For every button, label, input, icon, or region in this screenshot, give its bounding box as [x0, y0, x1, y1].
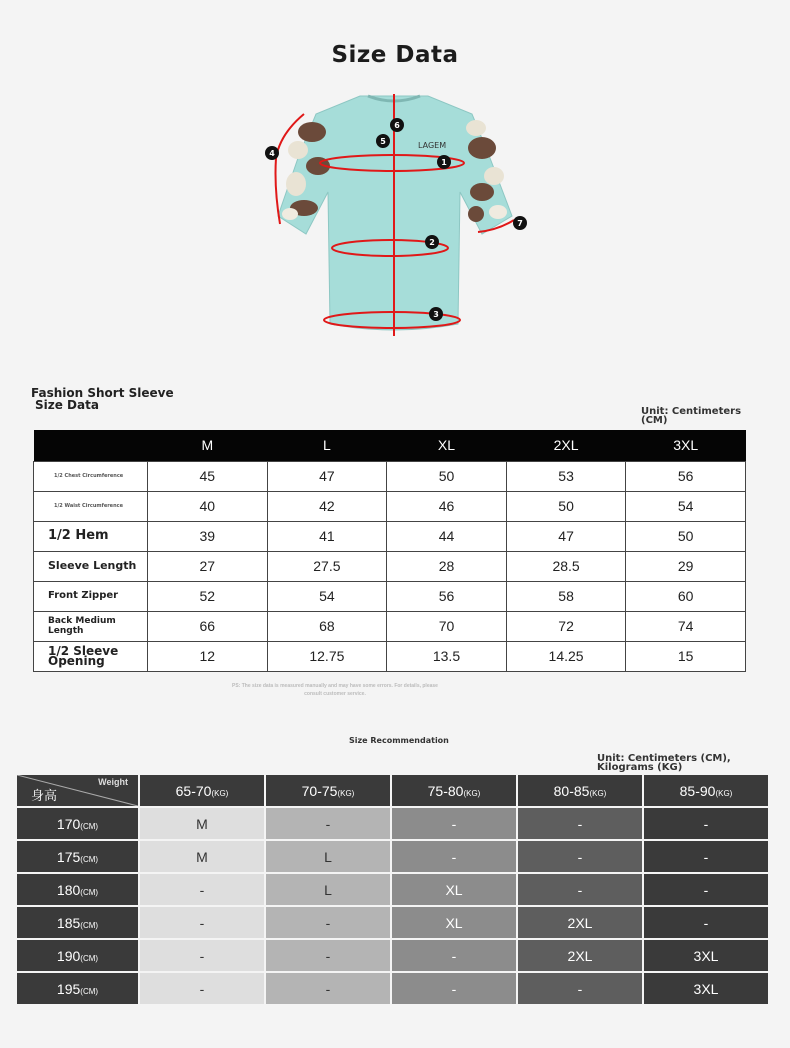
table-cell: - [518, 808, 642, 839]
weight-unit: (KG) [337, 788, 355, 798]
table-cell: 50 [506, 491, 626, 521]
table-cell: - [518, 973, 642, 1004]
table-row [17, 940, 768, 971]
table-cell: 41 [267, 521, 387, 551]
row-label: 1/2 Sleeve Opening [34, 641, 148, 671]
table-row [34, 491, 746, 521]
table-cell: 14.25 [506, 641, 626, 671]
weight-unit: (KG) [211, 788, 229, 798]
height-cell [17, 841, 138, 872]
size-header-corner [34, 430, 148, 461]
marker-1: 1 [441, 158, 447, 167]
table-cell: - [266, 973, 390, 1004]
table-cell: - [140, 874, 264, 905]
size-note: PS: The size data is measured manually and may have some errors. For details, please consult customer service. [232, 683, 438, 697]
table-row [17, 907, 768, 938]
table-cell: 39 [148, 521, 268, 551]
weight-header [644, 775, 768, 806]
table-cell: 58 [506, 581, 626, 611]
recommendation-title: Size Recommendation [349, 736, 449, 745]
rec-header-corner [17, 775, 138, 806]
table-cell: 53 [506, 461, 626, 491]
table-cell: - [644, 874, 768, 905]
height-value: 195 [56, 980, 81, 997]
weight-unit: (KG) [463, 788, 481, 798]
height-cell [17, 874, 138, 905]
height-axis-label: 身高 [31, 789, 58, 804]
table-cell: 50 [387, 461, 507, 491]
table-cell: XL [392, 874, 516, 905]
weight-range: 75-80 [427, 782, 464, 799]
table-row [17, 841, 768, 872]
height-cell [17, 973, 138, 1004]
size-header-m: M [148, 430, 268, 461]
rec-header-row [17, 775, 768, 806]
table-cell: - [392, 808, 516, 839]
table-row [34, 611, 746, 641]
table-cell: - [644, 841, 768, 872]
table-cell: 28 [387, 551, 507, 581]
row-label: 1/2 Hem [34, 521, 148, 551]
weight-header [518, 775, 642, 806]
row-label: Sleeve Length [34, 551, 148, 581]
table-cell: - [644, 907, 768, 938]
table-cell: 56 [626, 461, 746, 491]
row-label: 1/2 Waist Circumference [34, 491, 148, 521]
table-cell: 3XL [644, 940, 768, 971]
marker-6: 6 [394, 121, 400, 130]
table-cell: - [140, 940, 264, 971]
marker-7: 7 [517, 219, 523, 228]
marker-3: 3 [433, 310, 439, 319]
table-cell: 28.5 [506, 551, 626, 581]
table-cell: - [140, 973, 264, 1004]
table-cell: - [266, 940, 390, 971]
table-cell: - [266, 808, 390, 839]
table-cell: 13.5 [387, 641, 507, 671]
height-cell [17, 808, 138, 839]
table-cell: 15 [626, 641, 746, 671]
table-cell: - [518, 874, 642, 905]
table-row [34, 461, 746, 491]
row-label: Back Medium Length [34, 611, 148, 641]
table-cell: 2XL [518, 907, 642, 938]
table-cell: 45 [148, 461, 268, 491]
table-cell: 72 [506, 611, 626, 641]
table-cell: 74 [626, 611, 746, 641]
table-cell: 54 [626, 491, 746, 521]
table-cell: 12.75 [267, 641, 387, 671]
height-unit: (CM) [80, 986, 99, 996]
table-cell: XL [392, 907, 516, 938]
table-cell: L [266, 874, 390, 905]
weight-header [392, 775, 516, 806]
table-cell: 3XL [644, 973, 768, 1004]
weight-header [140, 775, 264, 806]
row-label: 1/2 Chest Circumference [34, 461, 148, 491]
size-header-row [34, 430, 746, 461]
jersey-illustration [250, 88, 540, 350]
table-cell: L [266, 841, 390, 872]
height-unit: (CM) [80, 920, 99, 930]
size-header-xl: XL [387, 430, 507, 461]
height-value: 175 [56, 848, 81, 865]
size-header-2xl: 2XL [506, 430, 626, 461]
table-cell: M [140, 841, 264, 872]
height-unit: (CM) [80, 854, 99, 864]
weight-range: 85-90 [679, 782, 716, 799]
weight-axis-label: Weight [98, 777, 128, 787]
height-value: 190 [56, 947, 81, 964]
table-cell: - [266, 907, 390, 938]
height-unit: (CM) [80, 821, 99, 831]
table-cell: 46 [387, 491, 507, 521]
product-name: Fashion Short Sleeve [31, 386, 174, 400]
marker-4: 4 [269, 149, 275, 158]
table-cell: - [140, 907, 264, 938]
table-cell: - [518, 841, 642, 872]
table-row [17, 874, 768, 905]
table-cell: 47 [506, 521, 626, 551]
brand-text: LAGEM [418, 141, 447, 150]
table-cell: 47 [267, 461, 387, 491]
height-value: 185 [56, 914, 81, 931]
height-unit: (CM) [80, 953, 99, 963]
table-row [34, 581, 746, 611]
table-cell: 44 [387, 521, 507, 551]
table-cell: 70 [387, 611, 507, 641]
table-row [34, 521, 746, 551]
size-unit-label: Unit: Centimeters (CM) [641, 406, 742, 426]
height-value: 170 [56, 815, 81, 832]
product-subtitle: Size Data [35, 398, 99, 412]
table-cell: 52 [148, 581, 268, 611]
height-cell [17, 907, 138, 938]
table-cell: 29 [626, 551, 746, 581]
table-cell: 27.5 [267, 551, 387, 581]
table-cell: - [644, 808, 768, 839]
size-recommendation-table [15, 773, 770, 1006]
weight-range: 80-85 [553, 782, 590, 799]
page-title: Size Data [331, 42, 459, 68]
recommendation-unit-label: Unit: Centimeters (CM), Kilograms (KG) [597, 753, 731, 773]
table-cell: 54 [267, 581, 387, 611]
height-cell [17, 940, 138, 971]
table-cell: 2XL [518, 940, 642, 971]
size-data-table [33, 430, 746, 672]
table-cell: 42 [267, 491, 387, 521]
table-row [34, 551, 746, 581]
table-cell: - [392, 841, 516, 872]
table-cell: 40 [148, 491, 268, 521]
table-cell: - [392, 940, 516, 971]
table-cell: - [392, 973, 516, 1004]
table-row [17, 808, 768, 839]
weight-header [266, 775, 390, 806]
size-header-3xl: 3XL [626, 430, 746, 461]
table-cell: 66 [148, 611, 268, 641]
height-unit: (CM) [80, 887, 99, 897]
table-row [17, 973, 768, 1004]
weight-range: 65-70 [175, 782, 212, 799]
table-cell: M [140, 808, 264, 839]
table-cell: 12 [148, 641, 268, 671]
weight-unit: (KG) [589, 788, 607, 798]
weight-unit: (KG) [715, 788, 733, 798]
marker-2: 2 [429, 238, 435, 247]
table-cell: 50 [626, 521, 746, 551]
table-cell: 68 [267, 611, 387, 641]
table-row [34, 641, 746, 671]
size-header-l: L [267, 430, 387, 461]
table-cell: 27 [148, 551, 268, 581]
height-value: 180 [56, 881, 81, 898]
table-cell: 60 [626, 581, 746, 611]
table-cell: 56 [387, 581, 507, 611]
marker-5: 5 [380, 137, 386, 146]
row-label: Front Zipper [34, 581, 148, 611]
weight-range: 70-75 [301, 782, 338, 799]
